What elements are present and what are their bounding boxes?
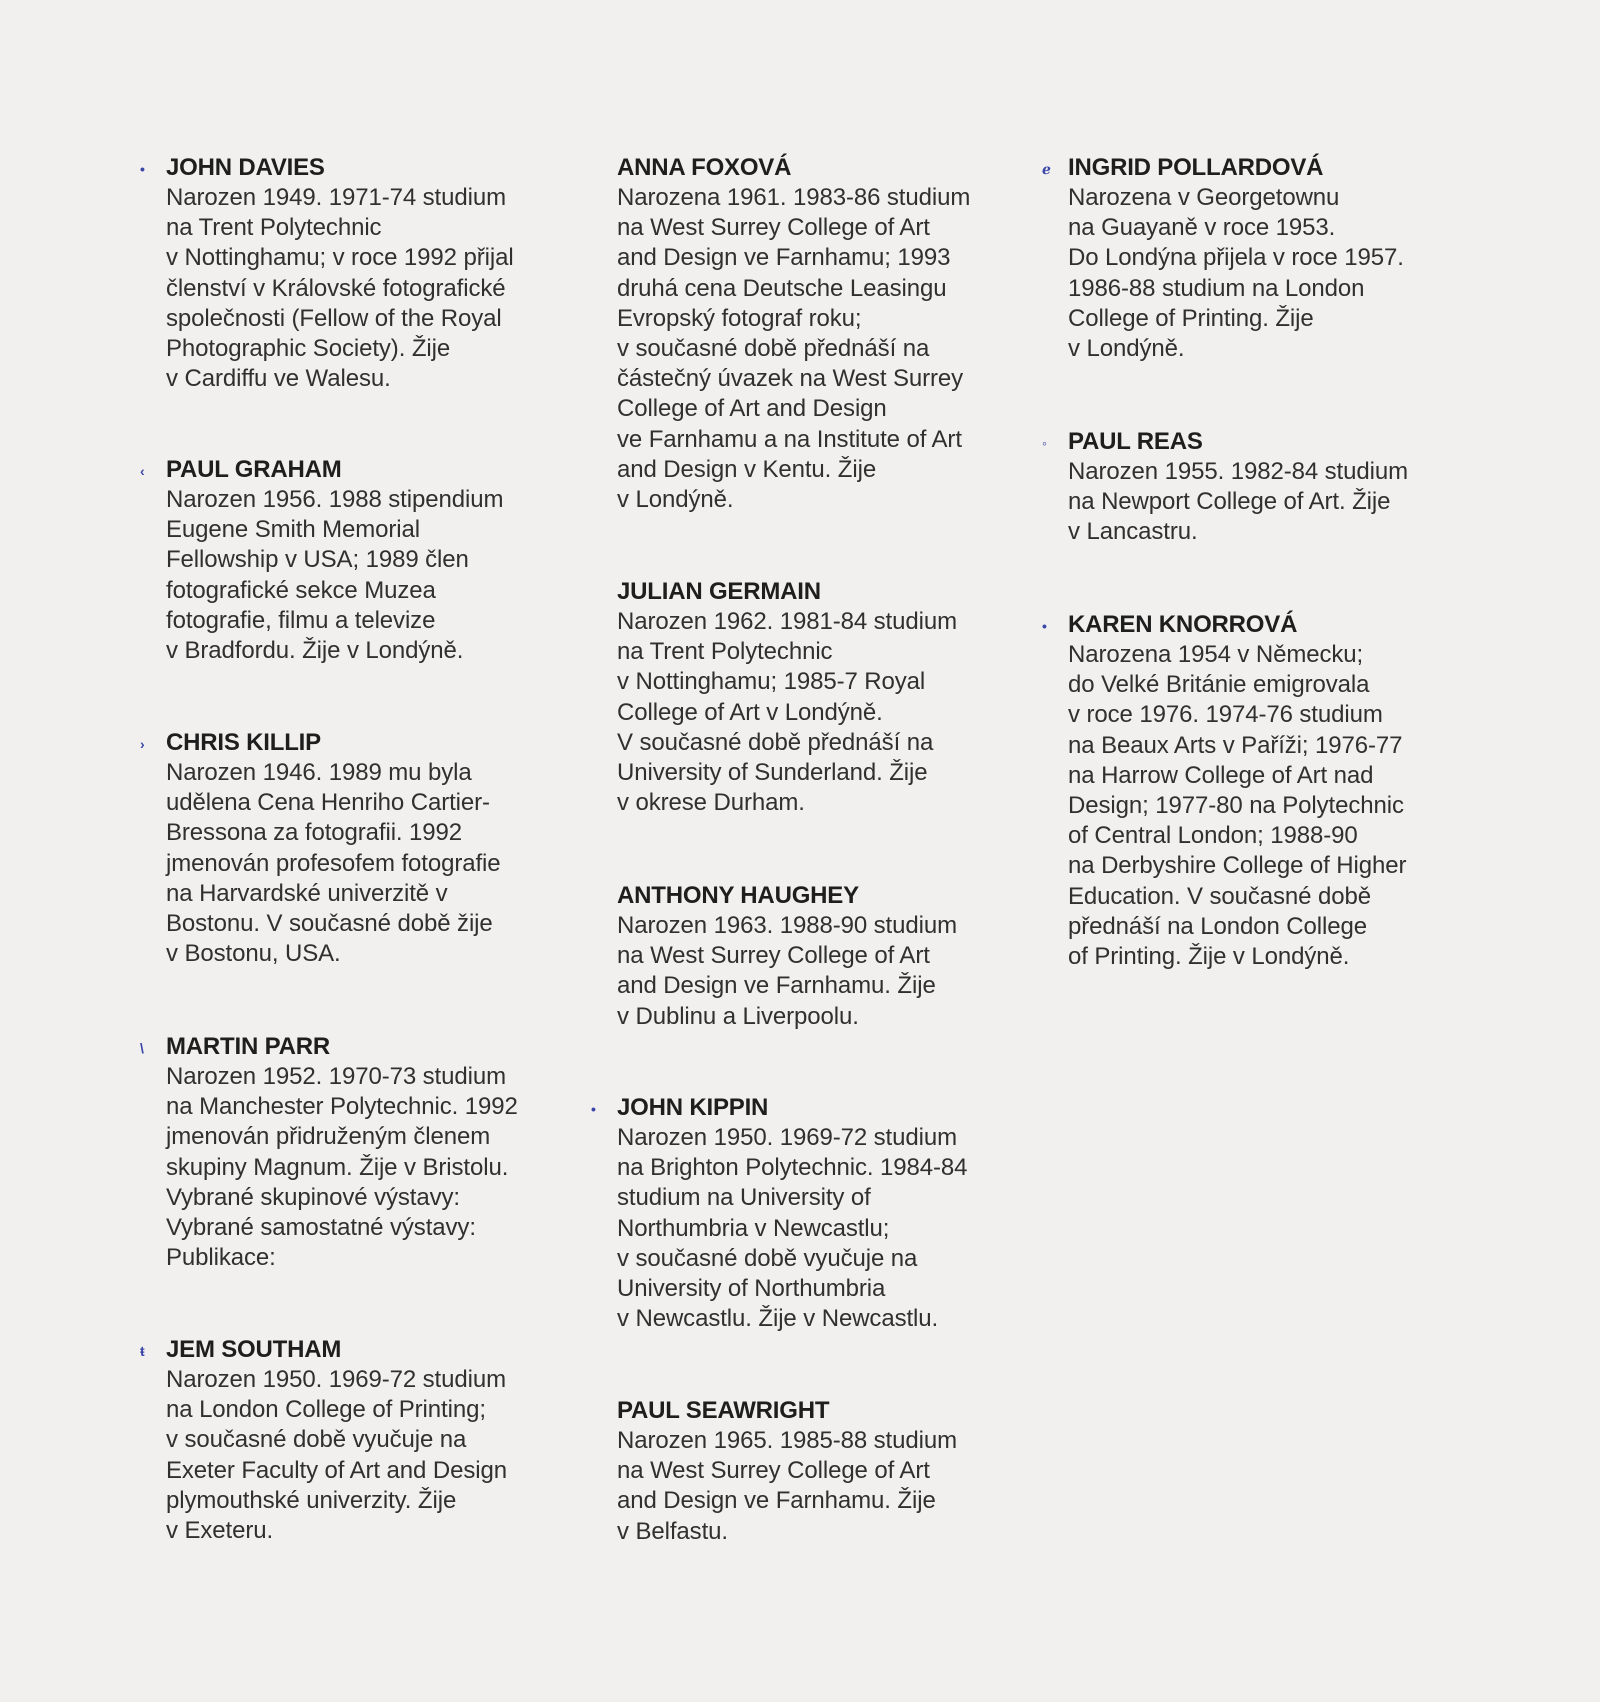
bio-text-line: v Londýně. — [617, 486, 734, 514]
bio-text-line: Narozen 1963. 1988-90 studium — [617, 912, 957, 939]
bio-text-line: Narozen 1952. 1970-73 studium — [166, 1063, 506, 1090]
bio-text-line: plymouthské univerzity. Žije — [166, 1486, 457, 1514]
bio-text-line: částečný úvazek na West Surrey — [617, 365, 964, 393]
pencil-mark: \ — [140, 1040, 144, 1056]
pencil-mark: ‹ — [140, 463, 145, 479]
bio-text-line: v Dublinu a Liverpoolu. — [617, 1002, 859, 1030]
bio-text-line: V současné době přednáší na — [617, 728, 934, 756]
bio-name: KAREN KNORROVÁ — [1068, 611, 1298, 638]
bio-name: ANTHONY HAUGHEY — [617, 882, 859, 909]
bio-text-line: Bostonu. V současné době žije — [166, 910, 493, 938]
bio-text-line: v současné době vyučuje na — [166, 1426, 467, 1454]
bio-text-line: Narozen 1950. 1969-72 studium — [166, 1366, 506, 1393]
bio-text-line: Narozen 1962. 1981-84 studium — [617, 608, 957, 635]
bio-text-line: ve Farnhamu a na Institute of Art — [617, 425, 962, 453]
bio-text-line: na Trent Polytechnic — [166, 214, 382, 242]
bio-entry — [140, 1032, 518, 1273]
bio-entry — [140, 1335, 507, 1546]
bio-name: JOHN KIPPIN — [617, 1094, 769, 1121]
bio-entry — [617, 577, 957, 818]
bio-text-line: Bressona za fotografii. 1992 — [166, 819, 463, 847]
bio-text-line: v současné době přednáší na — [617, 335, 930, 363]
bio-text-line: fotografie, filmu a televize — [166, 606, 436, 634]
bio-text-line: Narozen 1956. 1988 stipendium — [166, 486, 504, 513]
bio-text-line: na Harvardské univerzitě v — [166, 879, 448, 907]
bio-entry — [617, 153, 970, 515]
bio-text-line: studium na University of — [617, 1184, 871, 1212]
bio-text-line: na Guayaně v roce 1953. — [1068, 214, 1336, 242]
bio-entry — [1042, 610, 1407, 972]
bio-text-line: Eugene Smith Memorial — [166, 516, 421, 544]
bio-entry — [140, 728, 501, 969]
bio-text-line: na Brighton Polytechnic. 1984-84 — [617, 1154, 968, 1182]
bio-name: MARTIN PARR — [166, 1033, 331, 1060]
bio-text-line: Narozen 1965. 1985-88 studium — [617, 1427, 957, 1454]
bio-name: JEM SOUTHAM — [166, 1336, 342, 1363]
bio-text-line: fotografické sekce Muzea — [166, 576, 436, 604]
bio-name: JULIAN GERMAIN — [617, 578, 821, 605]
bio-name: PAUL REAS — [1068, 428, 1203, 455]
bio-text-line: v Lancastru. — [1068, 518, 1198, 546]
bio-text-line: Photographic Society). Žije — [166, 335, 451, 363]
bio-text-line: na Newport College of Art. Žije — [1068, 488, 1391, 516]
bio-text-line: členství v Královské fotografické — [166, 274, 506, 302]
bio-text-line: 1986-88 studium na London — [1068, 274, 1365, 302]
bio-text-line: Narozen 1946. 1989 mu byla — [166, 759, 472, 786]
bio-text-line: na Derbyshire College of Higher — [1068, 852, 1407, 880]
bio-text-line: Narozena 1961. 1983-86 studium — [617, 184, 971, 211]
bio-text-line: na West Surrey College of Art — [617, 1457, 930, 1485]
bio-text-line: skupiny Magnum. Žije v Bristolu. — [166, 1153, 509, 1181]
bio-text-line: College of Art and Design — [617, 395, 887, 423]
bio-text-line: v roce 1976. 1974-76 studium — [1068, 701, 1383, 729]
bio-text-line: Narozen 1955. 1982-84 studium — [1068, 458, 1408, 485]
bio-text-line: v současné době vyučuje na — [617, 1244, 918, 1272]
bio-text-line: v Belfastu. — [617, 1517, 728, 1545]
bio-text-line: do Velké Británie emigrovala — [1068, 671, 1370, 699]
bio-text-line: and Design ve Farnhamu; 1993 — [617, 244, 951, 272]
bio-text-line: Evropský fotograf roku; — [617, 304, 862, 332]
bio-text-line: of Central London; 1988-90 — [1068, 822, 1358, 850]
bio-text-line: na Manchester Polytechnic. 1992 — [166, 1093, 518, 1121]
bio-entry — [617, 881, 957, 1032]
bio-entry — [591, 1093, 968, 1334]
bio-text-line: na West Surrey College of Art — [617, 214, 930, 242]
pencil-mark: ℯ — [1042, 161, 1051, 177]
bio-text-line: druhá cena Deutsche Leasingu — [617, 274, 947, 302]
pencil-mark: ◦ — [1042, 435, 1047, 451]
bio-text-line: and Design v Kentu. Žije — [617, 455, 877, 483]
bio-text-line: Education. V současné době — [1068, 882, 1371, 910]
bio-text-line: College of Art v Londýně. — [617, 698, 883, 726]
bio-text-line: Exeter Faculty of Art and Design — [166, 1456, 507, 1484]
bio-text-line: na Trent Polytechnic — [617, 638, 833, 666]
bio-text-line: jmenován přidruženým členem — [166, 1123, 491, 1151]
bio-text-line: University of Northumbria — [617, 1275, 886, 1303]
bio-text-line: Do Londýna přijela v roce 1957. — [1068, 244, 1404, 272]
bio-text-line: v Bostonu, USA. — [166, 940, 341, 968]
bio-text-line: v Exeteru. — [166, 1517, 274, 1545]
bio-text-line: Narozen 1950. 1969-72 studium — [617, 1124, 957, 1151]
bio-name: INGRID POLLARDOVÁ — [1068, 154, 1324, 181]
bio-text-line: Northumbria v Newcastlu; — [617, 1214, 890, 1242]
bio-text-line: na Harrow College of Art nad — [1068, 761, 1374, 789]
bio-text-line: Design; 1977-80 na Polytechnic — [1068, 792, 1404, 820]
bio-text-line: College of Printing. Žije — [1068, 304, 1314, 332]
bio-text-line: v Nottinghamu; v roce 1992 přijal — [166, 244, 514, 272]
bio-text-line: Narozena v Georgetownu — [1068, 184, 1340, 211]
bio-text-line: Publikace: — [166, 1244, 276, 1272]
bio-text-line: v Bradfordu. Žije v Londýně. — [166, 637, 464, 665]
bio-name: CHRIS KILLIP — [166, 729, 321, 756]
bio-name: PAUL SEAWRIGHT — [617, 1397, 830, 1424]
bio-text-line: v Newcastlu. Žije v Newcastlu. — [617, 1305, 939, 1333]
bio-text-line: na London College of Printing; — [166, 1396, 486, 1424]
bio-text-line: v okrese Durham. — [617, 789, 805, 817]
bio-text-line: na West Surrey College of Art — [617, 942, 930, 970]
bio-entry — [140, 153, 514, 394]
bio-text-line: Vybrané skupinové výstavy: — [166, 1183, 460, 1211]
bio-text-line: Vybrané samostatné výstavy: — [166, 1214, 476, 1242]
bio-text-line: Narozen 1949. 1971-74 studium — [166, 184, 506, 211]
bio-entry — [1042, 427, 1408, 548]
pencil-mark: › — [140, 736, 145, 752]
bio-text-line: v Londýně. — [1068, 335, 1185, 363]
bio-name: JOHN DAVIES — [166, 154, 325, 181]
bio-text-line: přednáší na London College — [1068, 912, 1367, 940]
pencil-mark: ŧ — [140, 1343, 145, 1359]
bio-text-line: udělena Cena Henriho Cartier- — [166, 789, 490, 817]
bio-entry — [617, 1396, 957, 1547]
bio-text-line: Fellowship v USA; 1989 člen — [166, 546, 469, 574]
bio-text-line: jmenován profesofem fotografie — [166, 849, 501, 877]
bio-text-line: na Beaux Arts v Paříži; 1976-77 — [1068, 731, 1403, 759]
pencil-mark: • — [140, 161, 145, 177]
bio-text-line: v Nottinghamu; 1985-7 Royal — [617, 668, 926, 696]
bio-text-line: Narozena 1954 v Německu; — [1068, 641, 1364, 668]
bio-text-line: of Printing. Žije v Londýně. — [1068, 943, 1350, 971]
bio-entry — [140, 455, 504, 666]
pencil-mark: • — [1042, 618, 1047, 634]
bio-text-line: v Cardiffu ve Walesu. — [166, 365, 391, 393]
bio-name: ANNA FOXOVÁ — [617, 154, 792, 181]
bio-name: PAUL GRAHAM — [166, 456, 342, 483]
pencil-mark: • — [591, 1101, 596, 1117]
bio-text-line: and Design ve Farnhamu. Žije — [617, 1487, 936, 1515]
bio-entry — [1042, 153, 1404, 364]
bio-text-line: and Design ve Farnhamu. Žije — [617, 972, 936, 1000]
bio-text-line: University of Sunderland. Žije — [617, 759, 928, 787]
bio-text-line: společnosti (Fellow of the Royal — [166, 304, 502, 332]
